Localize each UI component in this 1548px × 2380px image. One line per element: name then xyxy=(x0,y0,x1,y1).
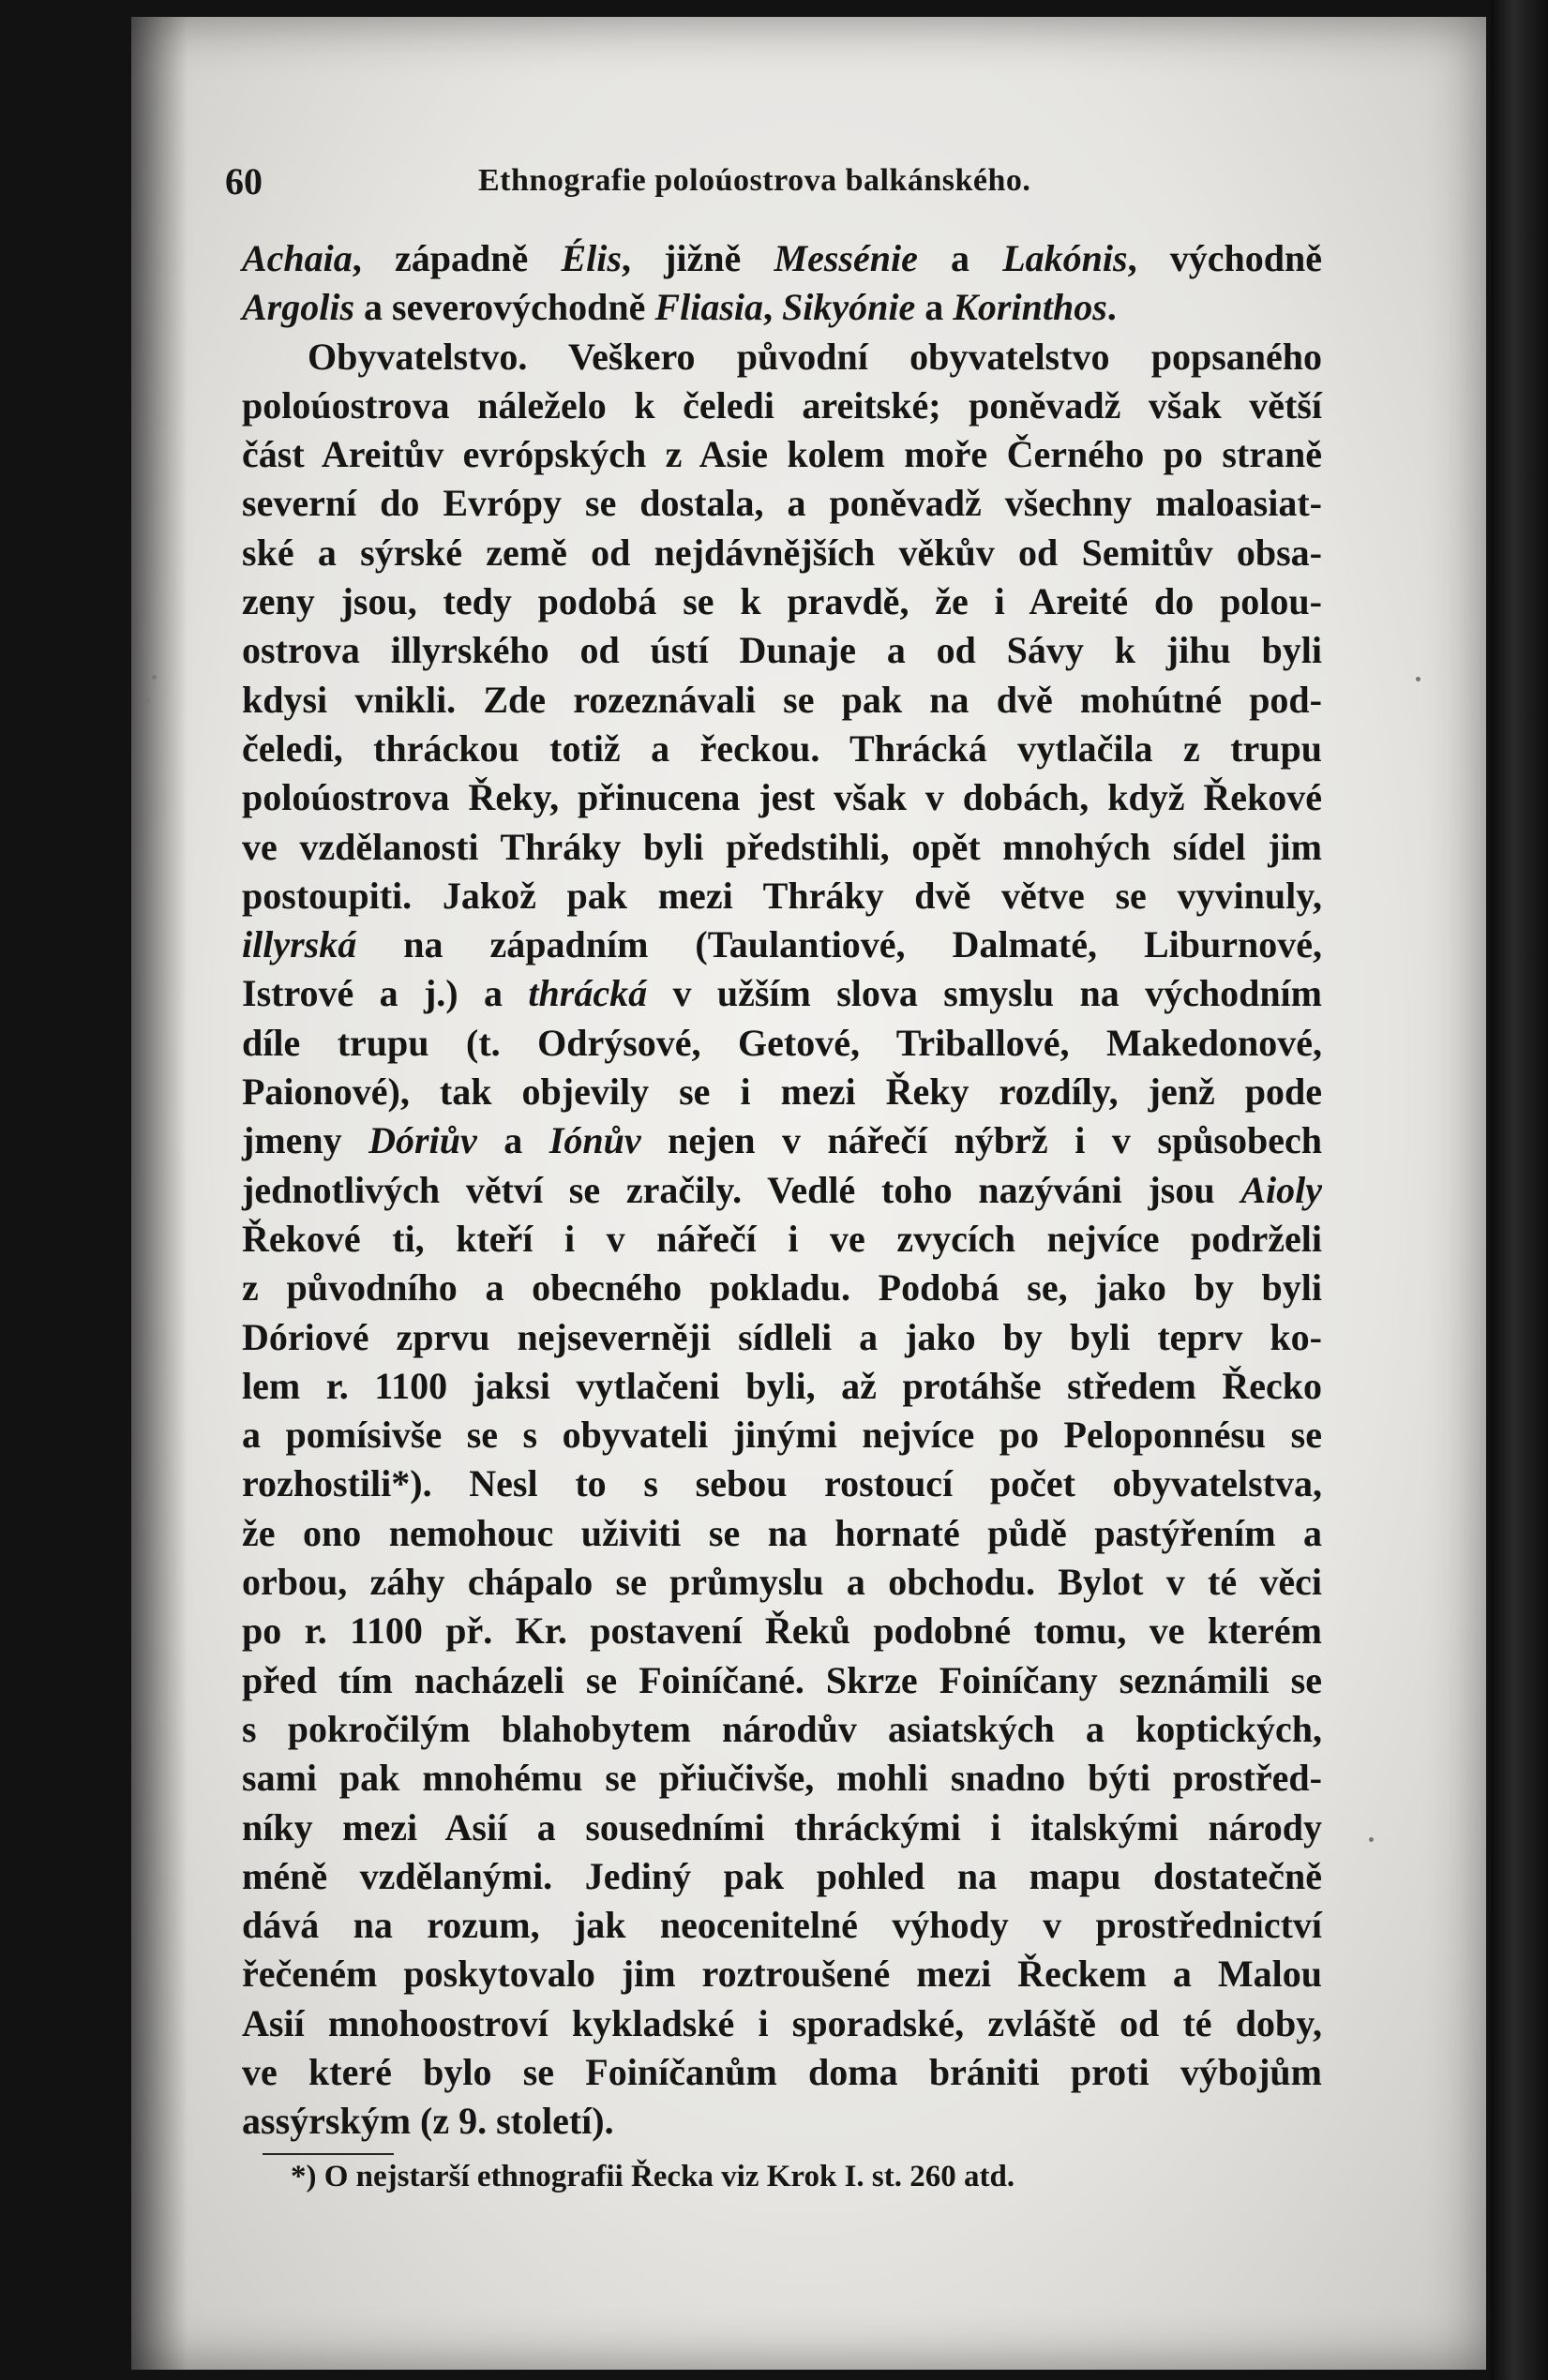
next-page-edge xyxy=(1491,0,1548,2380)
text-run: kdysi vnikli. Zde rozeznávali se pak na dvě mohútné pod- xyxy=(242,678,1322,721)
text-run: ve které bylo se Foiníčanům doma brániti proti výbojům xyxy=(242,2050,1322,2093)
italic-term: Dóriův xyxy=(368,1119,477,1162)
text-run: a xyxy=(917,237,1003,279)
text-run: poloúostrova Řeky, přinucena jest však v dobách, když Řekové xyxy=(242,776,1322,819)
italic-term: Élis xyxy=(561,237,622,279)
text-line xyxy=(242,1313,1322,1362)
italic-term: Messénie xyxy=(774,237,918,279)
footnote-rule xyxy=(263,2153,394,2155)
text-run: řečeném poskytovalo jim roztroušené mezi Řeckem a Malou xyxy=(242,1953,1322,1996)
text-line xyxy=(242,2048,1322,2097)
text-run: část Areitův evrópských z Asie kolem moře Černého po straně xyxy=(242,433,1322,476)
text-line xyxy=(242,382,1322,430)
text-run: Dóriové zprvu nejseverněji sídleli a jako by byli teprv ko- xyxy=(242,1315,1322,1358)
text-run: jednotlivých větví se zračily. Vedlé toho nazýváni jsou xyxy=(242,1168,1241,1211)
text-line xyxy=(242,577,1322,626)
text-run: zeny jsou, tedy podobá se k pravdě, že i Areité do polou- xyxy=(242,580,1322,623)
text-line xyxy=(242,1362,1322,1411)
text-run: sami pak mnohému se přiučivše, mohli snadno býti prostřed- xyxy=(242,1757,1322,1800)
text-run: a xyxy=(476,1119,549,1162)
text-run: Istrové a j.) a xyxy=(242,972,529,1015)
text-line xyxy=(242,1459,1322,1508)
text-run: Asií mnohoostroví kykladské i sporadské, zvláště od té doby, xyxy=(242,2001,1322,2044)
text-line xyxy=(242,872,1322,921)
text-run: orbou, záhy chápalo se průmyslu a obchodu. Bylot v té věci xyxy=(242,1561,1322,1604)
text-run: , východně xyxy=(1127,237,1323,279)
text-line xyxy=(242,1019,1322,1068)
text-run: Řekové ti, kteří i v nářečí i ve zvycích nejvíce podrželi xyxy=(242,1217,1322,1260)
text-line xyxy=(242,823,1322,872)
text-line xyxy=(242,921,1322,969)
text-line xyxy=(242,234,1322,283)
italic-term: Iónův xyxy=(549,1119,641,1162)
italic-term: Korinthos xyxy=(953,286,1107,329)
dust-speck xyxy=(1369,1837,1374,1842)
text-line xyxy=(242,1166,1322,1215)
page-gutter-shadow xyxy=(131,17,188,2370)
italic-term: Achaia xyxy=(242,237,353,279)
text-line xyxy=(242,529,1322,577)
text-line xyxy=(242,773,1322,822)
body-text xyxy=(242,234,1322,2147)
text-line xyxy=(242,1999,1322,2048)
page-header xyxy=(225,159,1378,212)
italic-term: Sikyónie xyxy=(782,286,916,329)
text-run: nejen v nářečí nýbrž i v spůsobech xyxy=(640,1119,1323,1162)
italic-term: illyrská xyxy=(242,923,357,966)
text-line xyxy=(242,1950,1322,1998)
text-run: . xyxy=(1106,286,1117,329)
text-line xyxy=(242,283,1322,332)
text-line xyxy=(242,1901,1322,1950)
italic-term: Fliasia xyxy=(654,286,763,329)
dust-speck xyxy=(152,675,157,680)
text-line xyxy=(242,430,1322,479)
text-line xyxy=(242,1705,1322,1754)
text-line xyxy=(242,1558,1322,1607)
text-run: jmeny xyxy=(242,1119,369,1162)
text-run: před tím nacházeli se Foiníčané. Skrze Foiníčany seznámili se xyxy=(242,1658,1322,1701)
text-line xyxy=(242,626,1322,675)
text-line xyxy=(242,479,1322,528)
text-run: že ono nemohouc uživiti se na hornaté půdě pastýřením a xyxy=(242,1511,1322,1554)
text-run: díle trupu (t. Odrýsové, Getové, Triballové, Makedonové, xyxy=(242,1021,1322,1064)
text-run: rozhostili*). Nesl to s sebou rostoucí počet obyvatelstva, xyxy=(242,1462,1322,1505)
footnote: *) O nejstarší ethnografii Řecka viz Krok I. st. 260 atd. xyxy=(291,2160,1015,2193)
text-line xyxy=(242,1068,1322,1116)
text-line xyxy=(242,2097,1322,2146)
text-run: lem r. 1100 jaksi vytlačeni byli, až protáhše středem Řecko xyxy=(242,1364,1322,1407)
text-line xyxy=(242,725,1322,773)
text-run: ve vzdělanosti Thráky byli předstihli, opět mnohých sídel jim xyxy=(242,825,1322,868)
text-run: níky mezi Asií a sousedními thráckými i italskými národy xyxy=(242,1805,1322,1849)
text-run: severní do Evrópy se dostala, a poněvadž všechny maloasiat- xyxy=(242,482,1322,525)
text-line xyxy=(242,1656,1322,1705)
text-run: méně vzdělanými. Jediný pak pohled na mapu dostatečně xyxy=(242,1854,1322,1897)
italic-term: Aioly xyxy=(1240,1168,1322,1211)
page-number: 60 xyxy=(225,160,263,202)
italic-term: Lakónis xyxy=(1002,237,1128,279)
dust-speck xyxy=(1416,677,1420,681)
text-run: s pokročilým blahobytem národův asiatských a koptických, xyxy=(242,1707,1322,1750)
text-line xyxy=(242,1215,1322,1264)
running-title: Ethnografie poloúostrova balkánského. xyxy=(478,163,1031,198)
text-run: dává na rozum, jak neocenitelné výhody v prostřednictví xyxy=(242,1904,1322,1947)
dust-speck xyxy=(145,698,150,703)
text-run: a xyxy=(915,286,954,329)
text-run: Paionové), tak objevily se i mezi Řeky rozdíly, jenž pode xyxy=(242,1070,1322,1114)
italic-term: thrácká xyxy=(528,972,648,1015)
text-run: , jižně xyxy=(621,237,774,279)
text-run: z původního a obecného pokladu. Podobá se, jako by byli xyxy=(242,1266,1322,1310)
text-run: na západním (Taulantiové, Dalmaté, Liburnové, xyxy=(356,923,1322,966)
text-run: Obyvatelstvo. Veškero původní obyvatelstvo popsaného xyxy=(308,335,1322,378)
text-run: postoupiti. Jakož pak mezi Thráky dvě větve se vyvinuly, xyxy=(242,874,1322,917)
text-line xyxy=(242,1264,1322,1312)
text-run: a pomísivše se s obyvateli jinými nejvíce po Peloponnésu se xyxy=(242,1414,1322,1457)
text-run: po r. 1100 př. Kr. postavení Řeků podobné tomu, ve kterém xyxy=(242,1609,1322,1653)
text-run: čeledi, thráckou totiž a řeckou. Thrácká vytlačila z trupu xyxy=(242,726,1322,770)
text-line xyxy=(242,1116,1322,1165)
italic-term: Argolis xyxy=(242,286,355,329)
text-line xyxy=(242,1852,1322,1901)
text-line xyxy=(242,676,1322,725)
text-line xyxy=(242,1509,1322,1558)
text-run: a severovýchodně xyxy=(354,286,655,329)
text-run: ostrova illyrského od ústí Dunaje a od Sávy k jihu byli xyxy=(242,629,1322,672)
text-line xyxy=(242,1804,1322,1852)
text-run: v užším slova smyslu na východním xyxy=(647,972,1322,1015)
text-run: , xyxy=(763,286,782,329)
text-run: assýrským (z 9. století). xyxy=(242,2100,614,2143)
text-line xyxy=(242,969,1322,1018)
text-line xyxy=(242,1411,1322,1459)
text-run: ské a sýrské země od nejdávnějších věkův od Semitův obsa- xyxy=(242,531,1322,574)
text-line xyxy=(242,333,1322,382)
text-run: , západně xyxy=(352,237,562,279)
text-line xyxy=(242,1607,1322,1655)
text-line xyxy=(242,1754,1322,1803)
text-run: poloúostrova náleželo k čeledi areitské; poněvadž však větší xyxy=(242,383,1322,427)
